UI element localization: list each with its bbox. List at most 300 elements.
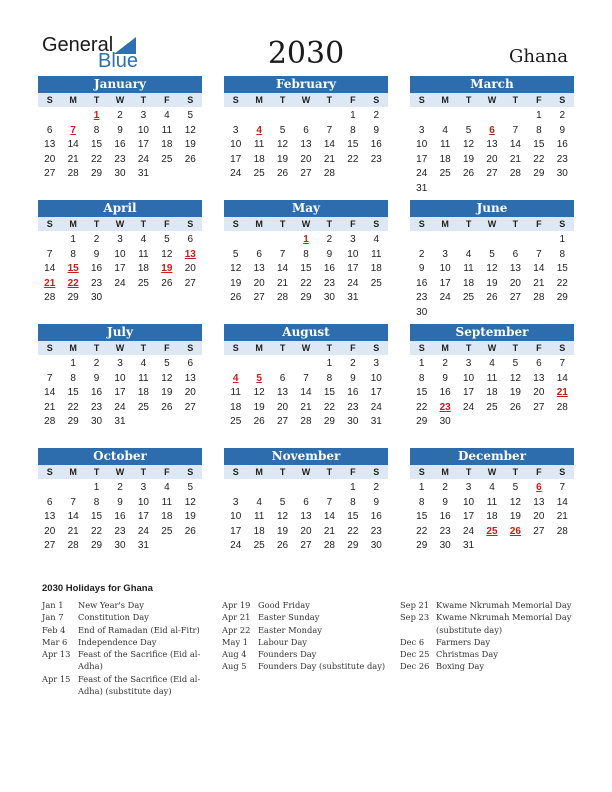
day-cell: 26 — [184, 153, 196, 165]
holiday-day-cell: 1 — [93, 110, 100, 121]
days-grid — [410, 357, 574, 430]
day-cell: 2 — [373, 482, 380, 493]
day-cell: 14 — [44, 387, 56, 398]
holiday-date: Apr 21 — [222, 612, 251, 623]
weekday-label: T — [465, 95, 472, 105]
empty-cell — [318, 109, 341, 124]
day-cell: 30 — [91, 416, 103, 427]
weekday-label: T — [93, 95, 100, 105]
day-cell: 24 — [416, 168, 428, 179]
empty-cell — [271, 357, 294, 372]
weekday-label: W — [487, 343, 497, 353]
day-cell: 17 — [230, 525, 242, 537]
day-cell: 23 — [556, 153, 568, 165]
day-cell: 3 — [465, 358, 472, 369]
empty-cell — [318, 481, 341, 496]
day-cell: 12 — [161, 248, 173, 260]
day-cell: 19 — [230, 277, 242, 289]
month-title: July — [38, 324, 202, 341]
days-grid — [224, 357, 388, 430]
day-cell: 18 — [486, 387, 498, 398]
day-cell: 12 — [486, 263, 498, 274]
holiday-name: Farmers Day — [436, 636, 491, 647]
empty-cell — [410, 233, 433, 248]
holiday-day-cell: 15 — [67, 263, 79, 274]
weekday-label: S — [559, 343, 566, 353]
day-cell: 7 — [559, 482, 566, 493]
weekday-label: M — [69, 343, 77, 353]
weekday-label: F — [164, 219, 170, 229]
day-cell: 2 — [418, 248, 425, 260]
weekday-label: T — [279, 467, 286, 477]
weekday-label: S — [418, 343, 425, 353]
day-cell: 26 — [277, 540, 289, 551]
empty-cell — [457, 233, 480, 248]
day-cell: 17 — [416, 153, 428, 165]
holiday-name: Founders Day — [258, 649, 317, 660]
day-cell: 15 — [300, 263, 312, 274]
empty-cell — [38, 481, 61, 496]
month-title: December — [410, 448, 574, 465]
day-cell: 29 — [91, 168, 103, 179]
day-cell: 28 — [509, 168, 521, 179]
day-cell: 19 — [161, 387, 173, 398]
holiday-item — [42, 599, 202, 611]
holiday-day-cell: 4 — [256, 124, 262, 136]
weekday-label: F — [350, 343, 356, 353]
holiday-name: Feast of the Sacrifice (Eid al-Adha) — [78, 649, 201, 672]
day-cell: 12 — [184, 124, 196, 136]
month-october — [38, 448, 202, 554]
day-cell: 26 — [184, 525, 196, 537]
weekday-label: M — [441, 219, 449, 229]
day-cell: 21 — [67, 525, 79, 537]
empty-cell — [38, 109, 61, 124]
day-cell: 15 — [556, 263, 568, 274]
weekday-label: F — [164, 467, 170, 477]
day-cell: 6 — [512, 248, 519, 260]
day-cell: 1 — [350, 110, 356, 121]
day-cell: 20 — [44, 525, 56, 537]
holiday-day-cell: 7 — [70, 124, 76, 136]
day-cell: 1 — [418, 482, 425, 493]
days-grid — [410, 233, 574, 320]
weekday-label: S — [232, 467, 239, 477]
holiday-day-cell: 5 — [256, 372, 262, 384]
weekday-label: S — [232, 343, 239, 353]
holiday-item — [222, 599, 392, 611]
day-cell: 21 — [533, 277, 545, 289]
month-march — [410, 76, 574, 196]
day-cell: 23 — [439, 525, 451, 537]
empty-cell — [457, 109, 480, 124]
day-cell: 3 — [465, 482, 472, 493]
weekday-label: W — [301, 219, 311, 229]
empty-cell — [527, 233, 550, 248]
day-cell: 14 — [323, 511, 335, 522]
empty-cell — [224, 109, 247, 124]
day-cell: 1 — [70, 358, 76, 369]
day-cell: 14 — [533, 263, 545, 274]
day-cell: 30 — [370, 540, 382, 551]
day-cell: 30 — [416, 306, 428, 318]
weekday-label: T — [279, 343, 286, 353]
empty-cell — [271, 233, 294, 248]
empty-cell — [433, 233, 456, 248]
holiday-name: End of Ramadan (Eid al-Fitr) — [78, 624, 200, 635]
month-title: November — [224, 448, 388, 465]
empty-cell — [224, 481, 247, 496]
day-cell: 4 — [373, 234, 380, 245]
weekday-header — [224, 217, 388, 231]
day-cell: 25 — [370, 277, 382, 289]
day-cell: 20 — [533, 387, 545, 398]
day-cell: 22 — [416, 401, 428, 413]
day-cell: 13 — [533, 496, 545, 508]
holiday-date: Sep 23 — [400, 612, 430, 623]
day-cell: 9 — [559, 124, 566, 136]
weekday-header — [224, 93, 388, 107]
day-cell: 11 — [253, 139, 265, 150]
day-cell: 13 — [184, 372, 196, 384]
days-grid — [410, 481, 574, 554]
day-cell: 6 — [256, 248, 262, 260]
day-cell: 5 — [465, 124, 472, 136]
weekday-label: T — [279, 95, 286, 105]
weekday-label: M — [255, 95, 263, 105]
holiday-item — [222, 624, 392, 636]
day-cell: 5 — [279, 496, 286, 508]
empty-cell — [61, 109, 84, 124]
day-cell: 27 — [300, 168, 312, 179]
weekday-label: M — [255, 343, 263, 353]
day-cell: 6 — [303, 124, 309, 136]
day-cell: 18 — [486, 511, 498, 522]
month-title: March — [410, 76, 574, 93]
day-cell: 28 — [556, 525, 568, 537]
day-cell: 29 — [416, 416, 428, 427]
day-cell: 22 — [300, 277, 312, 289]
month-august — [224, 324, 388, 430]
day-cell: 24 — [347, 277, 359, 289]
weekday-header — [38, 217, 202, 231]
day-cell: 8 — [418, 372, 425, 384]
day-cell: 19 — [277, 525, 289, 537]
day-cell: 12 — [184, 496, 196, 508]
day-cell: 22 — [323, 401, 335, 413]
weekday-label: T — [140, 95, 147, 105]
day-cell: 10 — [230, 511, 242, 522]
day-cell: 18 — [161, 511, 173, 522]
empty-cell — [224, 357, 247, 372]
day-cell: 30 — [439, 416, 451, 427]
day-cell: 12 — [277, 511, 289, 522]
day-cell: 26 — [230, 292, 242, 303]
holiday-date: Jan 7 — [42, 612, 64, 623]
holiday-name: Boxing Day — [436, 661, 485, 672]
day-cell: 3 — [117, 234, 123, 245]
weekday-header — [38, 93, 202, 107]
day-cell: 2 — [559, 110, 566, 121]
day-cell: 18 — [137, 263, 149, 274]
day-cell: 20 — [277, 401, 289, 413]
day-cell: 8 — [70, 248, 76, 260]
day-cell: 26 — [486, 292, 498, 303]
day-cell: 29 — [91, 540, 103, 551]
day-cell: 22 — [347, 153, 359, 165]
day-cell: 28 — [323, 168, 335, 179]
day-cell: 7 — [326, 496, 333, 508]
day-cell: 26 — [161, 401, 173, 413]
weekday-label: F — [350, 95, 356, 105]
weekday-label: S — [418, 219, 425, 229]
day-cell: 13 — [44, 139, 56, 150]
day-cell: 7 — [46, 248, 53, 260]
day-cell: 1 — [536, 110, 542, 121]
day-cell: 20 — [300, 525, 312, 537]
day-cell: 13 — [486, 139, 498, 150]
day-cell: 5 — [164, 234, 170, 245]
days-grid — [224, 109, 388, 182]
day-cell: 17 — [137, 139, 149, 150]
day-cell: 30 — [556, 168, 568, 179]
weekday-label: S — [187, 343, 194, 353]
day-cell: 18 — [370, 263, 382, 274]
month-november — [224, 448, 388, 554]
day-cell: 6 — [279, 372, 286, 384]
day-cell: 24 — [463, 525, 475, 537]
day-cell: 8 — [70, 372, 76, 384]
weekday-header — [38, 341, 202, 355]
day-cell: 4 — [465, 248, 472, 260]
day-cell: 25 — [463, 292, 475, 303]
day-cell: 19 — [277, 153, 289, 165]
day-cell: 14 — [67, 139, 79, 150]
month-january — [38, 76, 202, 182]
day-cell: 11 — [138, 372, 149, 384]
day-cell: 27 — [184, 277, 196, 289]
day-cell: 27 — [533, 401, 545, 413]
day-cell: 12 — [463, 139, 475, 150]
weekday-label: M — [69, 95, 77, 105]
day-cell: 6 — [46, 496, 53, 508]
day-cell: 16 — [91, 387, 103, 398]
month-april — [38, 200, 202, 306]
empty-cell — [271, 109, 294, 124]
holiday-item — [222, 660, 392, 672]
weekday-label: W — [115, 343, 125, 353]
day-cell: 19 — [184, 511, 196, 522]
holiday-item — [42, 611, 202, 623]
weekday-label: S — [373, 467, 380, 477]
day-cell: 9 — [117, 496, 123, 508]
holiday-day-cell: 19 — [161, 263, 173, 274]
day-cell: 17 — [463, 511, 475, 522]
day-cell: 9 — [442, 372, 448, 384]
day-cell: 28 — [556, 401, 568, 413]
day-cell: 3 — [117, 358, 123, 369]
empty-cell — [504, 109, 527, 124]
day-cell: 16 — [114, 139, 126, 150]
day-cell: 12 — [277, 139, 289, 150]
weekday-label: S — [373, 219, 380, 229]
weekday-label: T — [93, 219, 100, 229]
day-cell: 20 — [509, 277, 521, 289]
weekday-header — [410, 341, 574, 355]
day-cell: 31 — [463, 540, 475, 551]
day-cell: 30 — [347, 416, 359, 427]
day-cell: 16 — [556, 139, 568, 150]
weekday-label: M — [69, 219, 77, 229]
day-cell: 11 — [138, 248, 149, 260]
holiday-day-cell: 25 — [486, 525, 498, 537]
weekday-label: T — [326, 95, 333, 105]
day-cell: 24 — [137, 153, 149, 165]
weekday-label: M — [441, 95, 449, 105]
day-cell: 4 — [256, 496, 262, 508]
day-cell: 21 — [300, 401, 312, 413]
day-cell: 9 — [373, 124, 380, 136]
day-cell: 23 — [370, 153, 382, 165]
holiday-item — [42, 636, 202, 648]
weekday-label: F — [164, 95, 170, 105]
day-cell: 8 — [93, 496, 100, 508]
day-cell: 8 — [350, 496, 356, 508]
days-grid — [38, 109, 202, 182]
day-cell: 27 — [253, 292, 265, 303]
day-cell: 16 — [370, 139, 382, 150]
holiday-date: Apr 22 — [222, 624, 251, 635]
holiday-date: Dec 25 — [400, 649, 430, 660]
day-cell: 22 — [533, 153, 545, 165]
day-cell: 8 — [559, 248, 566, 260]
day-cell: 9 — [93, 248, 100, 260]
day-cell: 6 — [303, 496, 309, 508]
day-cell: 9 — [418, 263, 425, 274]
days-grid — [38, 481, 202, 554]
day-cell: 17 — [114, 387, 126, 398]
day-cell: 7 — [512, 124, 519, 136]
day-cell: 11 — [486, 372, 498, 384]
empty-cell — [480, 109, 503, 124]
holiday-name: Easter Sunday — [258, 612, 320, 623]
day-cell: 25 — [161, 153, 173, 165]
day-cell: 15 — [533, 139, 545, 150]
day-cell: 10 — [370, 372, 382, 384]
day-cell: 16 — [347, 387, 359, 398]
weekday-label: F — [350, 467, 356, 477]
day-cell: 10 — [230, 139, 242, 150]
weekday-label: F — [536, 343, 542, 353]
day-cell: 12 — [230, 263, 242, 274]
weekday-header — [224, 465, 388, 479]
day-cell: 25 — [230, 416, 242, 427]
day-cell: 13 — [533, 372, 545, 384]
day-cell: 5 — [187, 482, 194, 493]
day-cell: 13 — [300, 511, 312, 522]
holiday-name: Kwame Nkrumah Memorial Day — [436, 600, 572, 610]
holiday-name: Easter Monday — [258, 624, 322, 635]
day-cell: 9 — [93, 372, 100, 384]
day-cell: 4 — [140, 234, 147, 245]
weekday-label: W — [301, 467, 311, 477]
weekday-label: W — [301, 343, 311, 353]
day-cell: 18 — [463, 277, 475, 289]
day-cell: 18 — [439, 153, 451, 165]
holiday-date: Feb 4 — [42, 624, 66, 635]
weekday-label: F — [536, 95, 542, 105]
day-cell: 21 — [509, 153, 521, 165]
weekday-label: M — [69, 467, 77, 477]
weekday-label: S — [46, 343, 53, 353]
day-cell: 21 — [67, 153, 79, 165]
day-cell: 1 — [326, 358, 333, 369]
day-cell: 13 — [300, 139, 312, 150]
holidays-title: 2030 Holidays for Ghana — [42, 583, 153, 594]
holiday-day-cell: 23 — [439, 401, 451, 413]
day-cell: 20 — [533, 511, 545, 522]
day-cell: 28 — [44, 416, 56, 427]
holiday-item — [222, 611, 392, 623]
day-cell: 25 — [137, 277, 149, 289]
day-cell: 30 — [114, 168, 126, 179]
days-grid — [224, 233, 388, 306]
day-cell: 9 — [373, 496, 380, 508]
day-cell: 17 — [370, 387, 382, 398]
day-cell: 12 — [509, 372, 521, 384]
weekday-label: T — [140, 467, 147, 477]
weekday-label: S — [46, 219, 53, 229]
empty-cell — [247, 481, 270, 496]
month-title: May — [224, 200, 388, 217]
day-cell: 31 — [347, 292, 359, 303]
calendar-year: 2030 — [267, 36, 345, 71]
weekday-label: S — [232, 219, 239, 229]
weekday-label: M — [441, 343, 449, 353]
day-cell: 14 — [323, 139, 335, 150]
holiday-day-cell: 21 — [556, 387, 568, 398]
weekday-label: T — [326, 219, 333, 229]
day-cell: 30 — [323, 292, 335, 303]
holiday-date: Dec 26 — [400, 661, 430, 672]
holiday-day-cell: 6 — [489, 124, 495, 136]
holiday-day-cell: 26 — [509, 525, 521, 537]
day-cell: 3 — [232, 124, 239, 136]
holiday-item — [42, 648, 202, 673]
empty-cell — [247, 357, 270, 372]
day-cell: 3 — [232, 496, 239, 508]
weekday-label: W — [301, 95, 311, 105]
day-cell: 11 — [439, 139, 451, 150]
month-title: October — [38, 448, 202, 465]
days-grid — [224, 481, 388, 554]
day-cell: 11 — [161, 496, 173, 508]
weekday-label: S — [187, 95, 194, 105]
day-cell: 21 — [277, 277, 289, 289]
day-cell: 26 — [463, 168, 475, 179]
day-cell: 5 — [279, 124, 286, 136]
holiday-item — [400, 611, 572, 636]
day-cell: 27 — [44, 540, 56, 551]
month-title: June — [410, 200, 574, 217]
empty-cell — [480, 233, 503, 248]
day-cell: 7 — [559, 358, 566, 369]
holiday-item — [400, 636, 572, 648]
day-cell: 7 — [303, 372, 309, 384]
holiday-day-cell: 1 — [303, 234, 309, 245]
day-cell: 30 — [114, 540, 126, 551]
holiday-date: Apr 13 — [42, 649, 71, 660]
